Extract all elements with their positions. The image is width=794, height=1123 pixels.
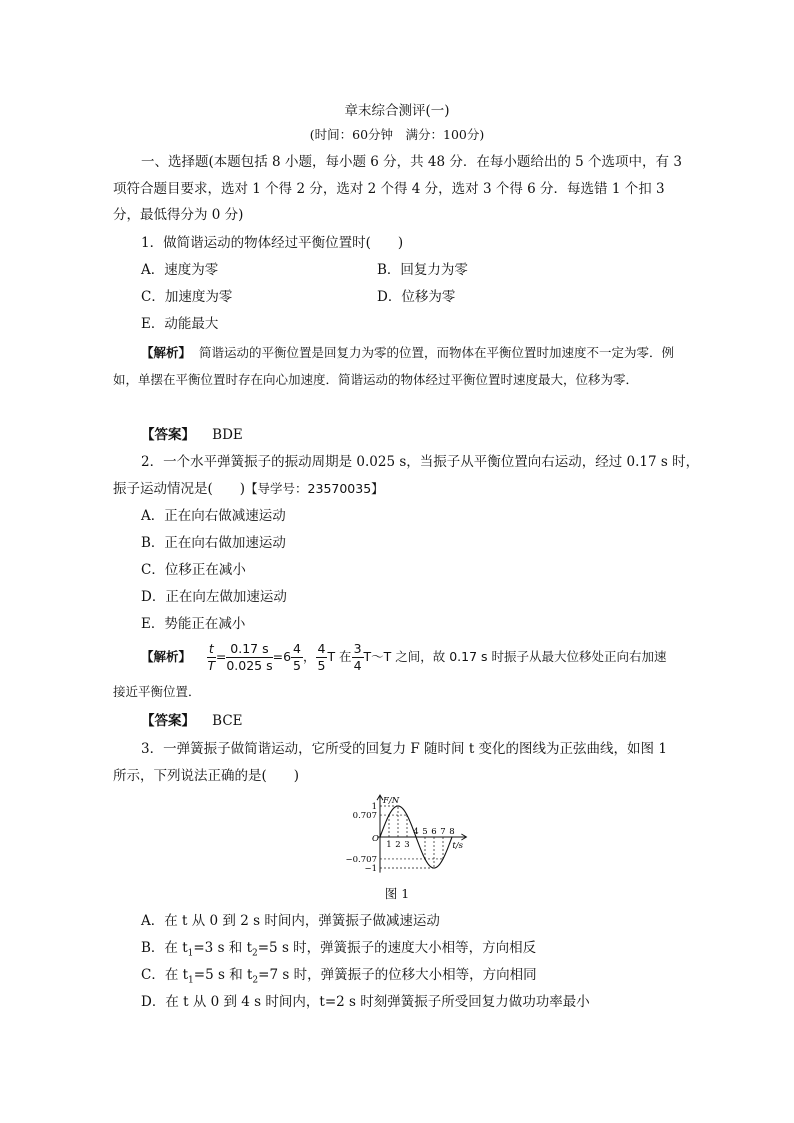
data-point-3 — [406, 814, 407, 815]
q1-analysis-tag: 【解析】 — [141, 345, 192, 360]
q2-guide-number: 【导学号：23570035】 — [245, 481, 384, 496]
q1-answer-tag: 【答案】 — [141, 427, 195, 443]
q2-answer-text: BCE — [212, 713, 243, 729]
q2-option-a: A．正在向右做减速运动 — [141, 508, 286, 524]
x-tick-label: 8 — [449, 827, 455, 837]
y-tick-label: 0.707 — [352, 811, 377, 822]
x-tick-label: 5 — [422, 827, 428, 837]
q2-answer — [141, 709, 243, 729]
x-tick-label: 3 — [404, 840, 410, 850]
y-tick-label: 1 — [371, 802, 377, 812]
q2-fraction-four-fifths-b: $\frac{4}{5}$ — [317, 641, 326, 673]
figure-1-force-time-graph — [330, 788, 480, 878]
data-point-7 — [442, 858, 443, 859]
q1-option-e: E．动能最大 — [141, 316, 219, 332]
data-point-5 — [424, 858, 425, 859]
q2-option-d: D．正在向左做加速运动 — [141, 589, 287, 605]
q1-analysis-text: 简谐运动的平衡位置是回复力为零的位置，而物体在平衡位置时加速度不一定为零．例如，单摆在平衡位置时存在向心加速度．简谐运动的物体经过平衡位置时速度最大，位移为零． — [113, 345, 674, 387]
q2-fraction-four-fifths: $\frac{4}{5}$ — [293, 641, 301, 673]
data-point-1 — [388, 814, 389, 815]
y-tick-label: −0.707 — [345, 854, 377, 865]
y-axis-label: F/N — [383, 796, 400, 807]
q1-stem: 1．做简谐运动的物体经过平衡位置时( ) — [141, 235, 404, 251]
x-tick-label: 4 — [413, 827, 419, 837]
data-point-6 — [433, 867, 434, 868]
section-intro: 一、选择题(本题包括 8 小题，每小题 6 分，共 48 分．在每小题给出的 5 个选项中，有 3 项符合题目要求，选对 1 个得 2 分，选对 2 个得 4 分，选对 3 个得 6 分．每选错 1 个扣 3 分，最低得分为 0 分) — [113, 154, 682, 223]
q1-answer-text: BDE — [212, 427, 243, 443]
q3-option-d: D．在 t 从 0 到 4 s 时间内，t=2 s 时刻弹簧振子所受回复力做功功率最小 — [141, 994, 590, 1010]
q1-option-a: A．速度为零 — [141, 262, 219, 278]
q2-fraction-time: $\frac{0.17 s}{0.025 s}$ — [226, 641, 273, 673]
page-title: 章末综合测评(一) — [344, 103, 450, 119]
q2-option-e: E．势能正在减小 — [141, 616, 246, 632]
q2-answer-tag: 【答案】 — [141, 713, 195, 729]
q2-analysis-tag: 【解析】 — [141, 649, 192, 664]
q1-option-d: D．位移为零 — [377, 289, 456, 305]
q1-option-c: C．加速度为零 — [141, 289, 233, 305]
x-axis-label: t/s — [452, 841, 464, 851]
figure-1-caption: 图 1 — [384, 886, 410, 901]
q2-fraction-three-quarters: $\frac{3}{4}$ — [353, 641, 362, 673]
q3-stem-line2: 所示，下列说法正确的是( ) — [113, 768, 300, 784]
q2-analysis-line1: 【解析】 $\frac{t}{T}$ = $\frac{0.17 s}{0.025 s}$ =6 $\frac{4}{5}$ ， $\frac{4}{5}$ T 在 $\frac{3}{4}$ T～T 之间，故 0.17 s 时振子从最大位移处正向右加速 — [141, 641, 667, 673]
data-point-0 — [379, 836, 380, 837]
q3-stem-line1: 3．一弹簧振子做简谐运动，它所受的回复力 F 随时间 t 变化的图线为正弦曲线，如图 1 — [141, 741, 667, 757]
x-tick-label: 1 — [386, 840, 392, 850]
x-tick-label: 6 — [431, 827, 437, 837]
q3-option-b: B．在 $t_1=3$ s 和 $t_2=5$ s 时，弹簧振子的速度大小相等，方向相反 — [141, 940, 537, 959]
q2-fraction-t-over-T: $\frac{t}{T}$ — [207, 641, 216, 673]
q1-analysis — [113, 340, 683, 393]
origin-label: O — [372, 834, 379, 844]
q2-option-c: C．位移正在减小 — [141, 562, 246, 578]
q3-option-c: C．在 $t_1=5$ s 和 $t_2=7$ s 时，弹簧振子的位移大小相等，方向相同 — [141, 967, 537, 986]
x-tick-label: 7 — [440, 827, 446, 837]
x-tick-label: 2 — [395, 840, 401, 850]
q1-answer — [141, 423, 243, 443]
q2-stem-line2-text: 振子运动情况是( ) — [113, 481, 246, 497]
page-subtitle: (时间：60分钟 满分：100分) — [309, 127, 485, 142]
q1-option-b: B．回复力为零 — [377, 262, 468, 278]
q2-option-b: B．正在向右做加速运动 — [141, 535, 286, 551]
y-tick-label: −1 — [364, 864, 377, 874]
q2-analysis-line2: 接近平衡位置． — [113, 684, 201, 699]
q2-stem-line2 — [113, 477, 384, 497]
q3-option-a: A．在 t 从 0 到 2 s 时间内，弹簧振子做减速运动 — [141, 913, 440, 929]
q2-stem-line1: 2．一个水平弹簧振子的振动周期是 0.025 s，当振子从平衡位置向右运动，经过 0.17 s 时， — [141, 454, 700, 470]
